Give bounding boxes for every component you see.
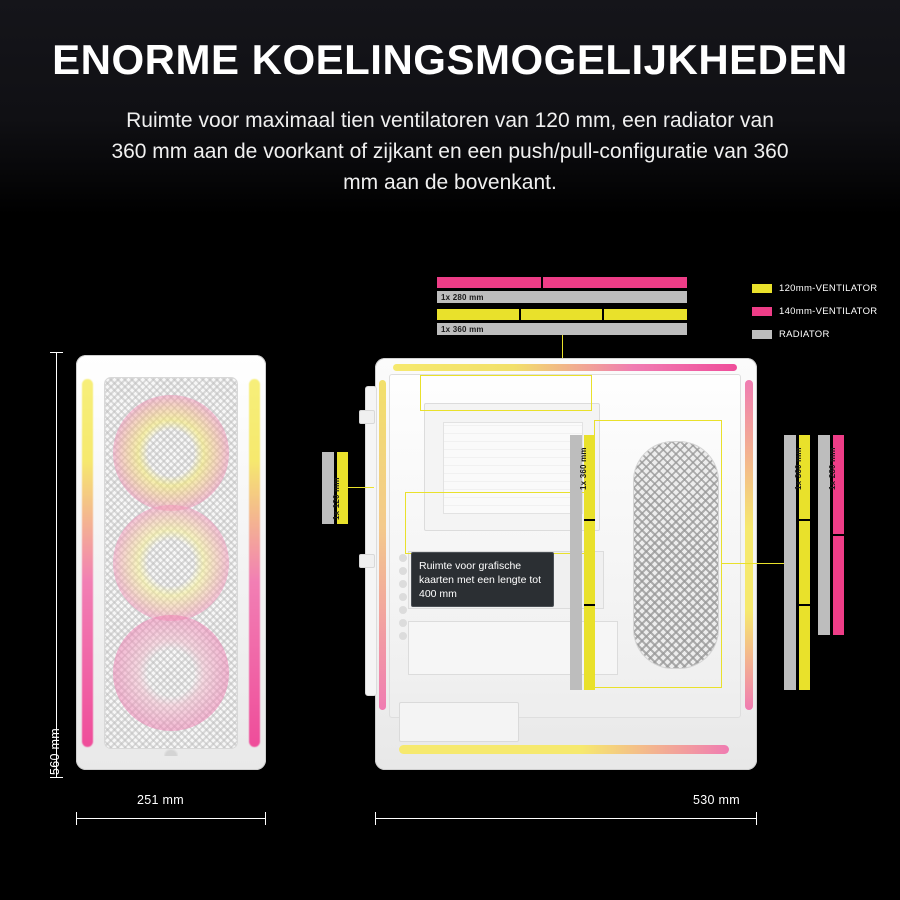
page-subtitle: Ruimte voor maximaal tien ventilatoren van 120 mm, een radiator van 360 mm aan de voorkant of zijkant en een push/pull-configuratie van 360 mm aan de bovenkant. <box>111 109 789 194</box>
dim-side-width-tick-right <box>756 812 757 825</box>
bar-label-top-360mm: 1x 360 mm <box>441 325 484 334</box>
bar-label-right-280mm: 1x 280 mm <box>828 447 837 490</box>
legend-swatch-pink <box>752 307 772 316</box>
door-tab-bottom <box>359 554 375 568</box>
bar-label-top-280mm: 1x 280 mm <box>441 293 484 302</box>
connector-right-horizontal <box>722 563 784 564</box>
bar-label-inner-360mm: 1x 360 mm <box>579 447 588 490</box>
connector-left-120 <box>348 487 374 488</box>
side-rgb-strip-left <box>379 380 386 710</box>
rear-io-strip <box>396 551 410 643</box>
page-title: ENORME KOELINGSMOGELIJKHEDEN <box>52 36 848 83</box>
io-hole <box>399 606 407 614</box>
guide-gpu-length <box>405 492 590 554</box>
bar-right-280-split <box>833 534 844 536</box>
front-rgb-strip-right <box>249 379 260 747</box>
door-tab-top <box>359 410 375 424</box>
bar-top-140mm-fan <box>437 277 687 288</box>
legend-item-140mm-fan <box>752 301 892 321</box>
dim-front-width-line <box>76 818 266 819</box>
dim-side-width-label: 530 mm <box>693 793 740 807</box>
io-hole <box>399 632 407 640</box>
dim-height-line <box>56 352 57 777</box>
legend-label-120mm-fan: 120mm-VENTILATOR <box>779 282 878 294</box>
brand-logo <box>164 745 178 756</box>
io-hole <box>399 593 407 601</box>
bar-top-120mm-split-2 <box>602 309 604 320</box>
front-fan-bottom <box>113 615 229 731</box>
bar-right-360-split-1 <box>799 519 810 521</box>
dim-height-label: 560 mm <box>48 728 62 775</box>
gpu-length-callout: Ruimte voor grafische kaarten met een lengte tot 400 mm <box>411 552 554 607</box>
front-fan-middle <box>113 505 229 621</box>
case-front-view <box>76 355 266 770</box>
guide-top-fans <box>420 375 592 411</box>
front-mesh-panel <box>104 377 238 749</box>
dim-front-width-label: 251 mm <box>137 793 184 807</box>
dim-height-tick-top <box>50 352 63 353</box>
side-rgb-strip-top <box>393 364 737 371</box>
guide-inner-360 <box>594 420 722 688</box>
bar-top-140mm-fan-split <box>541 277 543 288</box>
legend-item-radiator <box>752 324 892 344</box>
bar-inner-360-split-2 <box>584 604 595 606</box>
front-door-panel <box>365 386 377 696</box>
legend-swatch-yellow <box>752 284 772 293</box>
dim-height-tick-bottom <box>50 777 63 778</box>
legend-label-radiator: RADIATOR <box>779 328 830 340</box>
io-hole <box>399 580 407 588</box>
front-fan-top <box>113 395 229 511</box>
legend-item-120mm-fan <box>752 278 892 298</box>
legend-label-140mm-fan: 140mm-VENTILATOR <box>779 305 878 317</box>
dim-side-width-line <box>375 818 757 819</box>
dim-side-width-tick-left <box>375 812 376 825</box>
dim-front-width-tick-right <box>265 812 266 825</box>
side-rgb-strip-bottom <box>399 745 729 754</box>
side-rgb-strip-right <box>745 380 753 710</box>
psu-plate <box>399 702 519 742</box>
header <box>0 0 900 215</box>
bar-label-left-120mm: 1x 120 mm <box>332 477 341 520</box>
io-hole <box>399 554 407 562</box>
legend-swatch-grey <box>752 330 772 339</box>
front-rgb-strip-left <box>82 379 93 747</box>
dim-front-width-tick-left <box>76 812 77 825</box>
io-hole <box>399 567 407 575</box>
bar-label-right-360mm: 1x 360 mm <box>794 447 803 490</box>
bar-top-120mm-fan <box>437 309 687 320</box>
bar-top-120mm-split-1 <box>519 309 521 320</box>
bar-right-360-split-2 <box>799 604 810 606</box>
io-hole <box>399 619 407 627</box>
bar-inner-360-split-1 <box>584 519 595 521</box>
legend <box>752 278 892 347</box>
